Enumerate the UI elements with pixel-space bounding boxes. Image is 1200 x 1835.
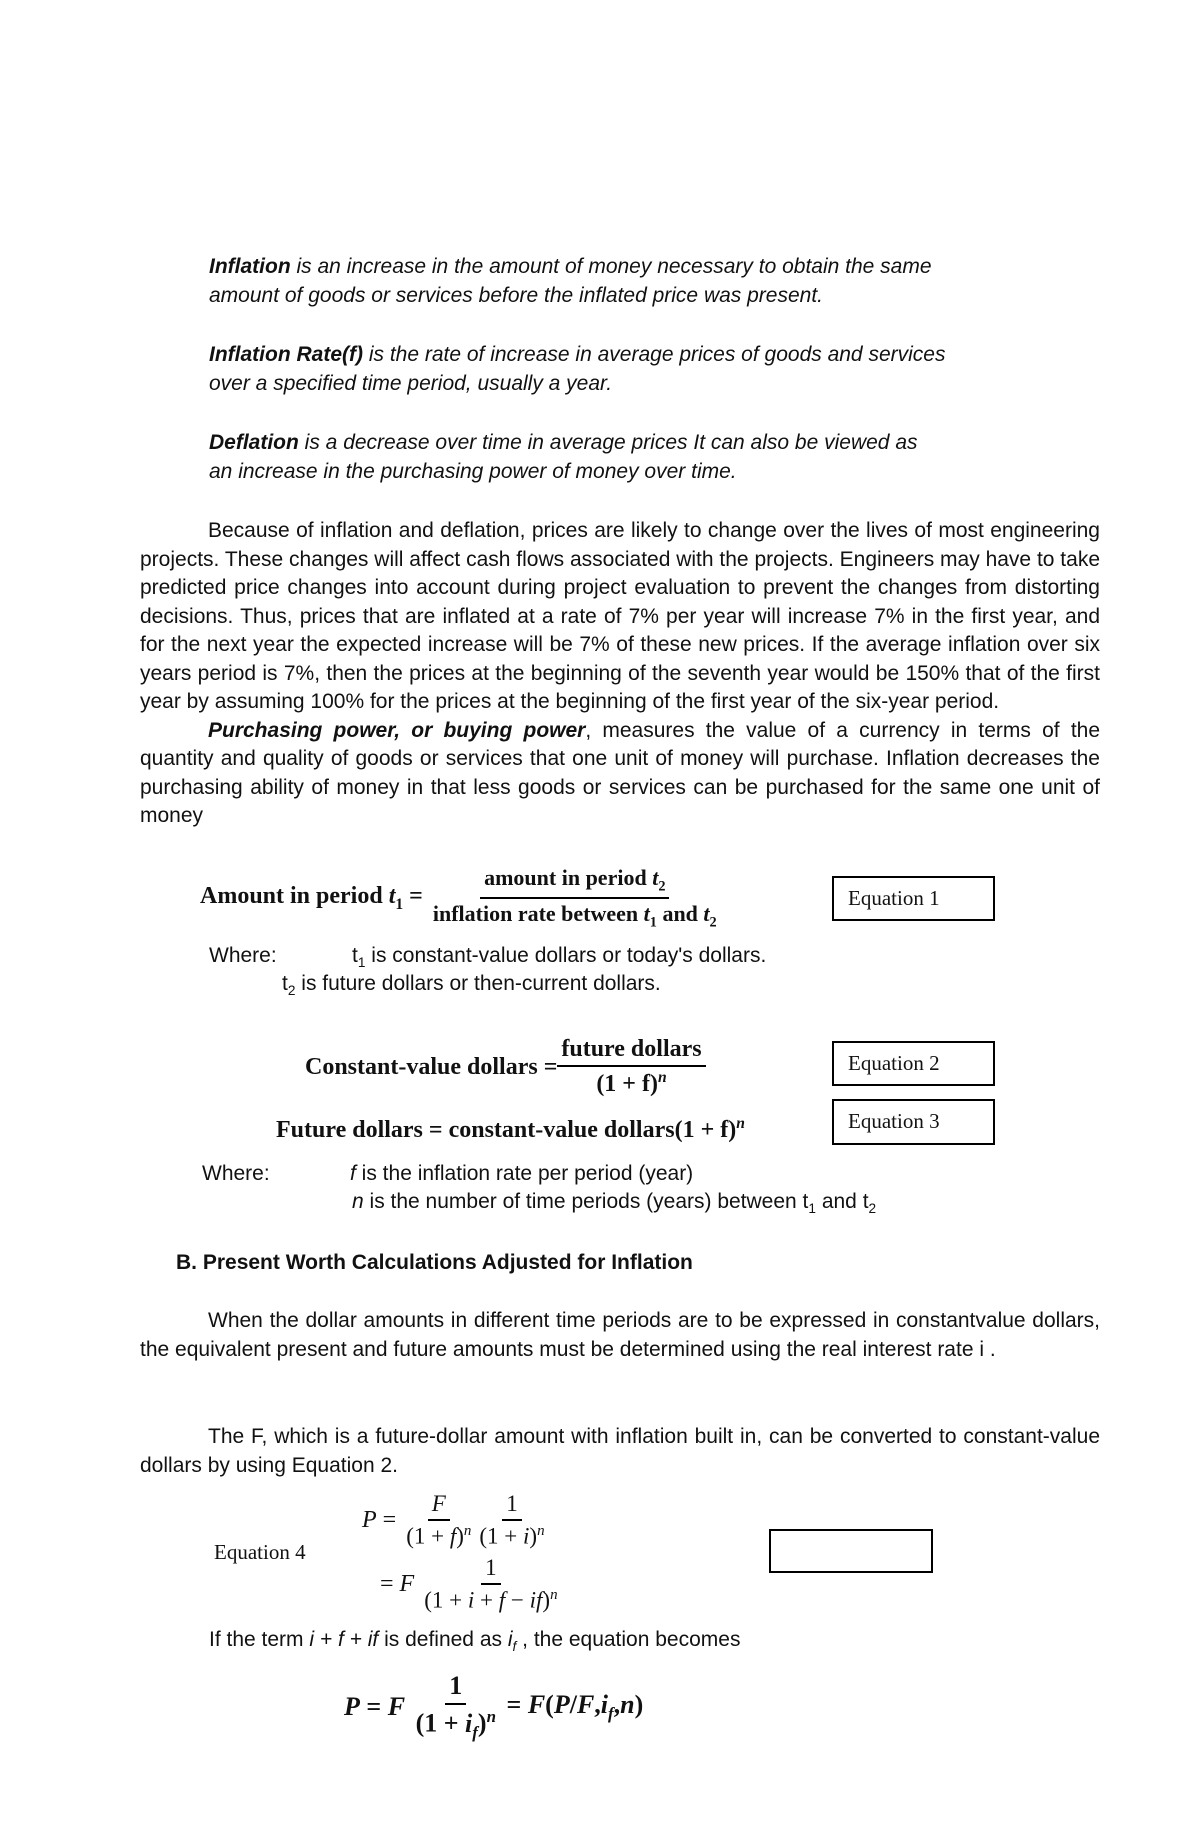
eq2-numerator: future dollars (557, 1036, 705, 1067)
final-text: , the equation becomes (516, 1628, 741, 1651)
paragraph-text: When the dollar amounts in different time periods are to be expressed in constantvalue dollars, the equivalent present and future amounts must be determined using the real interest rate i . (140, 1309, 1100, 1361)
equation-2-label-box (832, 1041, 995, 1086)
equation-4-label: Equation 4 (214, 1540, 306, 1564)
definition-text: an increase in the purchasing power of money over time. (209, 460, 737, 483)
equation-3-label: Equation 3 (848, 1109, 940, 1133)
where-label-1: Where: (209, 944, 277, 967)
section-b-paragraph-2 (140, 1423, 1100, 1480)
definition-text: is an increase in the amount of money necessary to obtain the same (290, 255, 932, 278)
paragraph-inflation-effects (140, 517, 1100, 831)
where-n-text: is the number of time periods (years) between t (363, 1190, 809, 1213)
equation-4-line-1: P = $\frac{F}{(1 + f)^n}$ $\frac{1}{(1 + i)^n}$ (362, 1490, 545, 1549)
eq2-denominator: (1 + f) (596, 1071, 658, 1097)
where-label-2: Where: (202, 1162, 270, 1185)
where-f: f is the inflation rate per period (year) (350, 1162, 694, 1185)
equation-2: Constant-value dollars = $\frac{\text{future dollars}}{(1 + f)^n}$ (305, 1036, 706, 1098)
equation-1-label-box (832, 876, 995, 921)
term-purchasing-power: Purchasing power, or buying power (208, 718, 586, 742)
section-b-paragraph-1 (140, 1307, 1100, 1364)
definition-text: amount of goods or services before the inflated price was present. (209, 284, 824, 307)
where-n: n is the number of time periods (years) between $t_1$ and $t_2$ (352, 1190, 877, 1217)
paragraph-text: Because of inflation and deflation, prices are likely to change over the lives of most engineering projects. These changes will affect cash flows associated with the projects. Engineers may have to take predicted price changes into account during project evaluation to prevent the changes from distorting decisions. Thus, prices that are inflated at a rate of 7% per year will increase 7% in the first year, and for the next year the expected increase will be 7% of these new prices. If the average inflation over six years period is 7%, then the prices at the beginning of the seventh year would be 150% that of the first year by assuming 100% for the prices at the beginning of the first year of the six-year period. (140, 519, 1100, 713)
definition-text: is a decrease over time in average prices It can also be viewed as (298, 431, 918, 454)
equation-1: Amount in period $t_1$ = $\frac{amount in period t_2}{inflation rate between t_1 and t_2}$ (200, 864, 717, 931)
where-n-and: and t (815, 1190, 869, 1213)
final-sentence: If the term i + f + if is defined as $i_f$ , the equation becomes (209, 1628, 741, 1655)
eq2-lhs: Constant-value dollars = (305, 1053, 558, 1080)
final-text: is defined as (378, 1628, 508, 1651)
equation-4-line-2: = F $\frac{1}{(1 + i + f - if)^n}$ (380, 1554, 558, 1613)
where-t1: $t_1$ is constant-value dollars or today's dollars. (352, 944, 767, 971)
equation-3: Future dollars = constant-value dollars(1 + f)$^n$ (276, 1115, 745, 1143)
equation-2-label: Equation 2 (848, 1051, 940, 1075)
definition-inflation (209, 252, 1089, 310)
paragraph-text: , measures the value of a currency in terms of the quantity and quality of goods or services that one unit of money will purchase. Inflation decreases the purchasing ability of money in that less goods or services can be purchased for the same one unit of money (140, 718, 1101, 827)
where-t1-text: is constant-value dollars or today's dollars. (365, 944, 767, 967)
eq1-denominator: inflation rate between (432, 901, 644, 926)
term-inflation: Inflation (209, 255, 291, 278)
final-text: If the term (209, 1628, 310, 1651)
equation-final: P = F $\frac{1}{(1 + i_f)^n}$ = $F(P/F,i_f,n)$ (344, 1671, 644, 1742)
eq1-lhs: Amount in period (200, 882, 389, 909)
eq3-text: Future dollars = constant-value dollars(1 + f) (276, 1117, 737, 1143)
definition-text: is the rate of increase in average prices of goods and services (362, 343, 946, 366)
equation-1-label: Equation 1 (848, 886, 940, 910)
eq1-numerator: amount in period (484, 864, 653, 890)
term-inflation-rate: Inflation Rate(f) (209, 343, 363, 366)
section-b-heading: B. Present Worth Calculations Adjusted for Inflation (176, 1251, 693, 1274)
paragraph-text: The F, which is a future-dollar amount with inflation built in, can be converted to constant-value dollars by using Equation 2. (140, 1425, 1100, 1477)
eq1-and: and (656, 901, 704, 926)
equation-3-label-box (832, 1099, 995, 1145)
equation-4-box (769, 1529, 933, 1573)
definition-deflation (209, 428, 1089, 486)
where-t2: $t_2$ is future dollars or then-current dollars. (282, 972, 661, 999)
where-f-text: is the inflation rate per period (year) (355, 1162, 694, 1185)
where-t2-text: is future dollars or then-current dollars. (295, 972, 661, 995)
definition-text: over a specified time period, usually a year. (209, 372, 613, 395)
final-expression: i + f + if (309, 1628, 379, 1651)
term-deflation: Deflation (209, 431, 299, 454)
definition-inflation-rate (209, 340, 1089, 398)
